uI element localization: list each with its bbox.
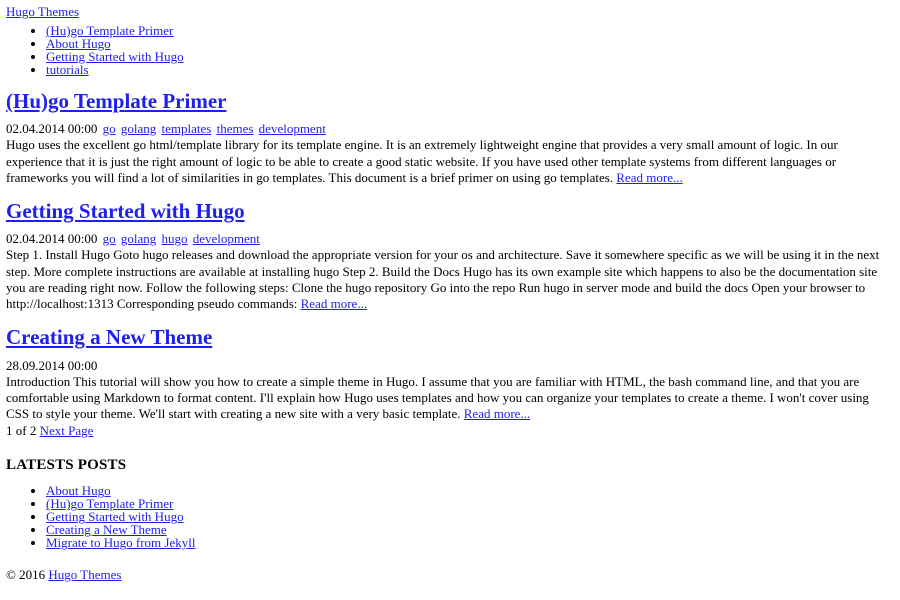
latest-posts-heading: LATESTS POSTS: [6, 457, 127, 474]
nav-item-tutorials: [46, 63, 894, 76]
post-meta: [6, 121, 894, 137]
latest-link-creating-a-new-theme[interactable]: Creating a New Theme: [46, 522, 167, 538]
post-date: 28.09.2014 00:00: [6, 357, 98, 373]
post-summary: [6, 247, 894, 312]
list-item: [46, 510, 894, 523]
post-tag-hugo[interactable]: hugo: [161, 231, 188, 247]
post-summary-text: Step 1. Install Hugo Goto hugo releases and download the appropriate version for your os and architecture. Save it somewhere specific as we will be using it in the next step. More complete instructions are available at installing hugo Step 2. Build the Docs Hugo has its own example site which happens to also be the documentation site you are reading right now. Follow the following steps: Clone the hugo repository Go into the repo Run hugo in server mode and build the docs Open your browser to http://localhost:1313 Corresponding pseudo commands:: [6, 247, 880, 312]
main-nav-list: [6, 24, 894, 76]
site-title-link[interactable]: Hugo Themes: [6, 4, 80, 19]
post-item: [6, 200, 894, 312]
post-tag-golang[interactable]: golang: [120, 121, 157, 137]
post-meta: [6, 231, 894, 247]
pagination: [6, 423, 894, 440]
pagination-next-link[interactable]: Next Page: [39, 422, 94, 438]
nav-link-tutorials[interactable]: tutorials: [46, 62, 89, 77]
post-date: 02.04.2014 00:00: [6, 121, 98, 137]
post-summary: [6, 374, 894, 423]
post-tag-templates[interactable]: templates: [161, 121, 212, 137]
nav-link-getting-started[interactable]: Getting Started with Hugo: [46, 49, 184, 64]
post-tag-go[interactable]: go: [102, 121, 116, 137]
latest-posts-list: [6, 484, 894, 549]
post-tag-themes[interactable]: themes: [216, 121, 254, 137]
post-summary-text: Introduction This tutorial will show you how to create a simple theme in Hugo. I assume that you are familiar with HTML, the bash command line, and that you are comfortable using Markdown to format content. I'll explain how Hugo uses templates and how you can organize your templates to create a theme. I won't cover using CSS to style your theme. We'll start with creating a new site with a very basic template.: [6, 373, 869, 422]
post-title: [6, 90, 894, 113]
latest-link-getting-started[interactable]: Getting Started with Hugo: [46, 509, 184, 525]
post-tag-golang[interactable]: golang: [120, 231, 157, 247]
nav-item-getting-started: [46, 50, 894, 63]
post-title-link[interactable]: Creating a New Theme: [6, 325, 213, 350]
nav-link-hugo-template-primer[interactable]: (Hu)go Template Primer: [46, 23, 174, 38]
footer-copyright: © 2016: [6, 567, 46, 583]
post-tag-development[interactable]: development: [258, 121, 326, 137]
post-title-link[interactable]: Getting Started with Hugo: [6, 199, 245, 224]
nav-item-hugo-template-primer: [46, 24, 894, 37]
footer-site-link[interactable]: Hugo Themes: [48, 567, 122, 583]
post-item: [6, 90, 894, 186]
post-date: 02.04.2014 00:00: [6, 231, 98, 247]
post-item: [6, 326, 894, 422]
post-title-link[interactable]: (Hu)go Template Primer: [6, 89, 227, 113]
post-readmore-link[interactable]: Read more...: [463, 406, 531, 422]
post-summary-text: Hugo uses the excellent go html/template library for its template engine. It is an extremely lightweight engine that provides a very small amount of logic. In our experience that it is just the right amount of logic to be able to create a good static website. If you have used other template systems from different languages or frameworks you will find a lot of similarities in go templates. This document is a brief primer on using go templates.: [6, 137, 838, 185]
post-meta: [6, 358, 894, 374]
list-item: [46, 536, 894, 549]
pagination-label: 1 of 2: [6, 422, 37, 438]
post-title: [6, 200, 894, 223]
site-title: [6, 4, 894, 20]
post-tag-go[interactable]: go: [102, 231, 116, 247]
post-summary: [6, 137, 894, 186]
post-title: [6, 326, 894, 349]
post-readmore-link[interactable]: Read more...: [300, 296, 368, 312]
site-footer: [6, 567, 894, 583]
latest-link-hugo-template-primer[interactable]: (Hu)go Template Primer: [46, 496, 174, 512]
nav-link-about-hugo[interactable]: About Hugo: [46, 36, 111, 51]
latest-link-migrate-from-jekyll[interactable]: Migrate to Hugo from Jekyll: [46, 535, 196, 551]
main-navigation: [6, 24, 894, 76]
latest-link-about-hugo[interactable]: About Hugo: [46, 483, 111, 499]
post-readmore-link[interactable]: Read more...: [616, 169, 683, 185]
post-tag-development[interactable]: development: [192, 231, 260, 247]
